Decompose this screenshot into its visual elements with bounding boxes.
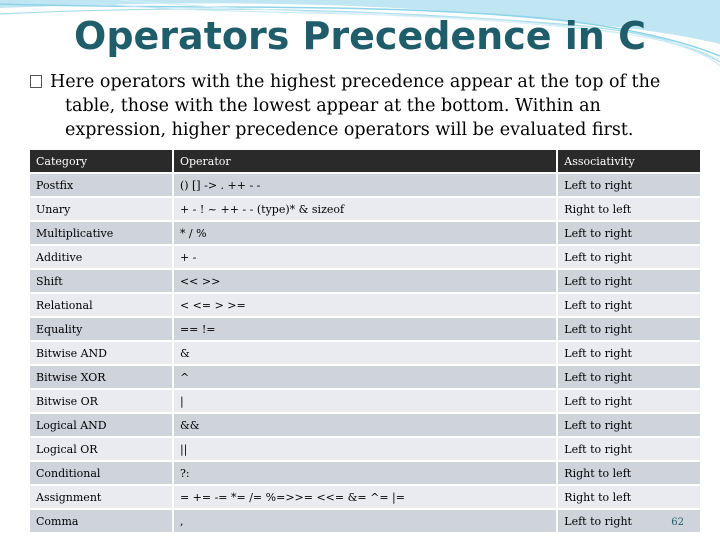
category-cell: Assignment bbox=[30, 486, 174, 510]
operator-cell: + - bbox=[174, 246, 558, 270]
category-cell: Multiplicative bbox=[30, 222, 174, 246]
intro-paragraph bbox=[30, 70, 672, 142]
bullet-box-icon bbox=[30, 75, 42, 88]
associativity-cell: Right to left bbox=[558, 198, 702, 222]
table-row bbox=[30, 438, 702, 462]
associativity-cell: Left to right bbox=[558, 390, 702, 414]
associativity-cell: Right to left bbox=[558, 462, 702, 486]
category-cell: Conditional bbox=[30, 462, 174, 486]
category-cell: Logical AND bbox=[30, 414, 174, 438]
associativity-cell: Left to right bbox=[558, 270, 702, 294]
table-row bbox=[30, 366, 702, 390]
operator-cell: < <= > >= bbox=[174, 294, 558, 318]
intro-line-1: Here operators with the highest precedence appear at the top of the bbox=[50, 72, 661, 92]
table-row bbox=[30, 222, 702, 246]
table-row bbox=[30, 270, 702, 294]
operator-cell: | bbox=[174, 390, 558, 414]
page-number: 62 bbox=[671, 517, 684, 528]
table-row bbox=[30, 174, 702, 198]
associativity-cell: Left to right bbox=[558, 366, 702, 390]
table-row bbox=[30, 390, 702, 414]
operator-cell: = += -= *= /= %=>>= <<= &= ^= |= bbox=[174, 486, 558, 510]
operator-precedence-table bbox=[30, 150, 702, 534]
operator-cell: << >> bbox=[174, 270, 558, 294]
slide-title: Operators Precedence in C bbox=[74, 14, 646, 58]
table-header-row bbox=[30, 150, 702, 174]
operator-cell: () [] -> . ++ - - bbox=[174, 174, 558, 198]
associativity-cell: Left to right bbox=[558, 222, 702, 246]
associativity-cell: Left to right bbox=[558, 438, 702, 462]
category-cell: Comma bbox=[30, 510, 174, 534]
operator-cell: == != bbox=[174, 318, 558, 342]
operator-cell: && bbox=[174, 414, 558, 438]
associativity-cell: Left to right bbox=[558, 294, 702, 318]
table-row bbox=[30, 198, 702, 222]
operator-cell: ^ bbox=[174, 366, 558, 390]
table-row bbox=[30, 318, 702, 342]
header-category: Category bbox=[30, 150, 174, 174]
category-cell: Relational bbox=[30, 294, 174, 318]
table-row bbox=[30, 246, 702, 270]
associativity-cell: Left to right bbox=[558, 318, 702, 342]
associativity-cell: Left to right bbox=[558, 510, 702, 534]
operator-cell: || bbox=[174, 438, 558, 462]
operator-cell: + - ! ~ ++ - - (type)* & sizeof bbox=[174, 198, 558, 222]
category-cell: Logical OR bbox=[30, 438, 174, 462]
header-associativity: Associativity bbox=[558, 150, 702, 174]
category-cell: Bitwise OR bbox=[30, 390, 174, 414]
category-cell: Unary bbox=[30, 198, 174, 222]
operator-cell: ?: bbox=[174, 462, 558, 486]
header-operator: Operator bbox=[174, 150, 558, 174]
associativity-cell: Left to right bbox=[558, 174, 702, 198]
table-row bbox=[30, 342, 702, 366]
associativity-cell: Left to right bbox=[558, 246, 702, 270]
table-row bbox=[30, 486, 702, 510]
operator-cell: * / % bbox=[174, 222, 558, 246]
table-row bbox=[30, 294, 702, 318]
table-row bbox=[30, 510, 702, 534]
table-row bbox=[30, 462, 702, 486]
category-cell: Shift bbox=[30, 270, 174, 294]
associativity-cell: Left to right bbox=[558, 342, 702, 366]
category-cell: Bitwise XOR bbox=[30, 366, 174, 390]
associativity-cell: Right to left bbox=[558, 486, 702, 510]
associativity-cell: Left to right bbox=[558, 414, 702, 438]
category-cell: Postfix bbox=[30, 174, 174, 198]
table-row bbox=[30, 414, 702, 438]
intro-line-2: table, those with the lowest appear at the bottom. Within an bbox=[65, 96, 601, 116]
operator-cell: & bbox=[174, 342, 558, 366]
category-cell: Additive bbox=[30, 246, 174, 270]
category-cell: Equality bbox=[30, 318, 174, 342]
intro-line-3: expression, higher precedence operators will be evaluated first. bbox=[65, 120, 634, 140]
category-cell: Bitwise AND bbox=[30, 342, 174, 366]
operator-cell: , bbox=[174, 510, 558, 534]
